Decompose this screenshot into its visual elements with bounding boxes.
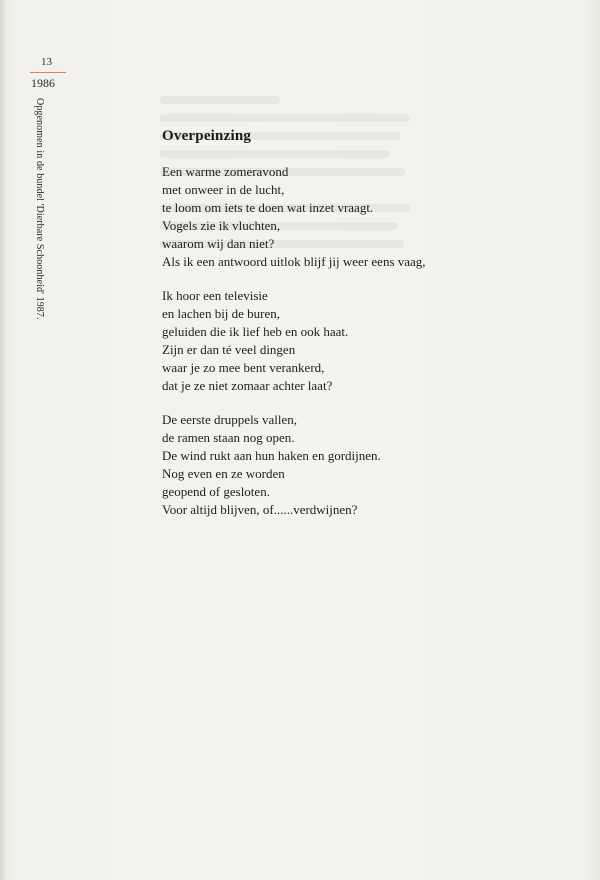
margin-rule: [30, 72, 66, 73]
poem-line: Een warme zomeravond: [162, 164, 289, 179]
poem-line: Voor altijd blijven, of......verdwijnen?: [162, 502, 358, 517]
poem-line: De eerste druppels vallen,: [162, 412, 298, 427]
margin-info: [30, 56, 66, 91]
poem-line: te loom om iets te doen wat inzet vraagt.: [162, 200, 374, 215]
poem-title: Overpeinzing: [162, 128, 252, 144]
poem-line: Ik hoor een televisie: [162, 288, 268, 303]
poem-year: 1986: [31, 76, 55, 90]
poem-line: De wind rukt aan hun haken en gordijnen.: [162, 448, 381, 463]
poem-line: geopend of gesloten.: [162, 484, 270, 499]
stanza-3: [162, 411, 562, 519]
poem: [162, 128, 562, 535]
poem-line: met onweer in de lucht,: [162, 182, 285, 197]
publication-note: Opgenomen in de bundel 'Dierbare Schoonheid' 1987.: [34, 98, 45, 320]
stanza-2: [162, 287, 562, 395]
stanza-1: [162, 163, 562, 271]
poem-line: Zijn er dan té veel dingen: [162, 342, 296, 357]
poem-line: Nog even en ze worden: [162, 466, 285, 481]
page-binding-edge: [0, 0, 6, 880]
poem-line: geluiden die ik lief heb en ook haat.: [162, 324, 349, 339]
poem-line: Vogels zie ik vluchten,: [162, 218, 281, 233]
poem-line: dat je ze niet zomaar achter laat?: [162, 378, 333, 393]
poem-line: de ramen staan nog open.: [162, 430, 295, 445]
poem-line: waar je zo mee bent verankerd,: [162, 360, 325, 375]
poem-line: waarom wij dan niet?: [162, 236, 275, 251]
poem-line: Als ik een antwoord uitlok blijf jij weer eens vaag,: [162, 254, 426, 269]
poem-line: en lachen bij de buren,: [162, 306, 281, 321]
page-number: 13: [41, 56, 52, 68]
